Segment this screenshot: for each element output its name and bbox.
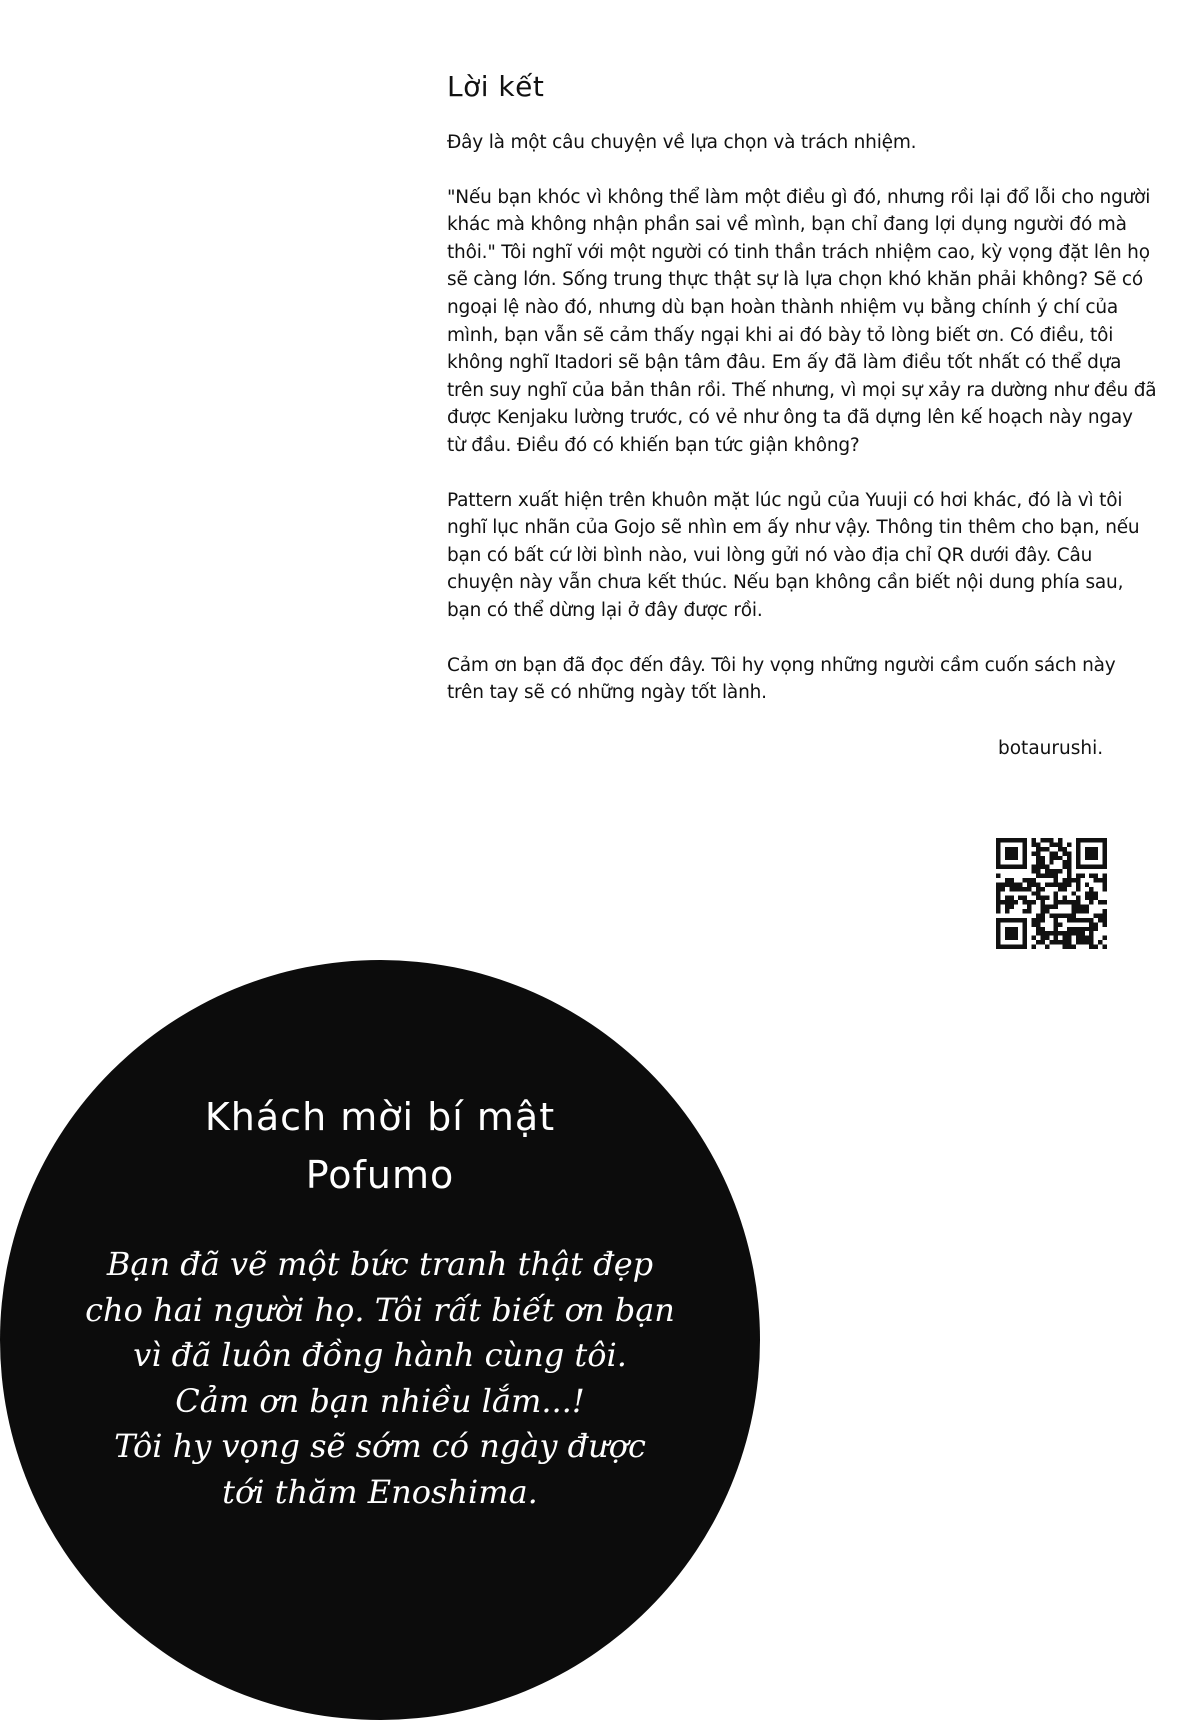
afterword-paragraph: "Nếu bạn khóc vì không thể làm một điều gì đó, nhưng rồi lại đổ lỗi cho người khác mà không nhận phần sai về mình, bạn chỉ đang lợi dụng người đó mà thôi." Tôi nghĩ với một người có tinh thần trách nhiệm cao, kỳ vọng đặt lên họ sẽ càng lớn. Sống trung thực thật sự là lựa chọn khó khăn phải không? Sẽ có ngoại lệ nào đó, nhưng dù bạn hoàn thành nhiệm vụ bằng chính ý chí của mình, bạn vẫn sẽ cảm thấy ngại khi ai đó bày tỏ lòng biết ơn. Có điều, tôi không nghĩ Itadori sẽ bận tâm đâu. Em ấy đã làm điều tốt nhất có thể dựa trên suy nghĩ của bản thân rồi. Thế nhưng, vì mọi sự xảy ra dường như đều đã được Kenjaku lường trước, có vẻ như ông ta đã dựng lên kế hoạch này ngay từ đầu. Điều đó có khiến bạn tức giận không? — [447, 186, 1157, 456]
afterword-paragraph: Pattern xuất hiện trên khuôn mặt lúc ngủ của Yuuji có hơi khác, đó là vì tôi nghĩ lục nhãn của Gojo sẽ nhìn em ấy như vậy. Thông tin thêm cho bạn, nếu bạn có bất cứ lời bình nào, vui lòng gửi nó vào địa chỉ QR dưới đây. Câu chuyện này vẫn chưa kết thúc. Nếu bạn không cần biết nội dung phía sau, bạn có thể dừng lại ở đây được rồi. — [447, 489, 1140, 621]
author-signature: botaurushi. — [998, 738, 1104, 759]
guest-message — [0, 1242, 760, 1515]
afterword-paragraph: Đây là một câu chuyện về lựa chọn và trách nhiệm. — [447, 132, 917, 153]
qr-code-icon — [996, 838, 1107, 949]
afterword-paragraph: Cảm ơn bạn đã đọc đến đây. Tôi hy vọng những người cầm cuốn sách này trên tay sẽ có những ngày tốt lành. — [447, 654, 1116, 704]
guest-message-line: Tôi hy vọng sẽ sớm có ngày được — [114, 1427, 646, 1465]
guest-title-line: Khách mời bí mật — [204, 1095, 556, 1139]
guest-name: Pofumo — [305, 1153, 455, 1197]
afterword-title: Lời kết — [447, 70, 545, 103]
guest-message-line: cho hai người họ. Tôi rất biết ơn bạn — [85, 1290, 675, 1329]
guest-message-line: tới thăm Enoshima. — [222, 1472, 538, 1511]
guest-message-line: Bạn đã vẽ một bức tranh thật đẹp — [106, 1245, 654, 1283]
guest-message-line: Cảm ơn bạn nhiều lắm...! — [175, 1381, 585, 1420]
guest-message-line: vì đã luôn đồng hành cùng tôi. — [133, 1336, 627, 1374]
guest-title — [0, 1088, 760, 1204]
afterword-section — [447, 70, 1157, 734]
